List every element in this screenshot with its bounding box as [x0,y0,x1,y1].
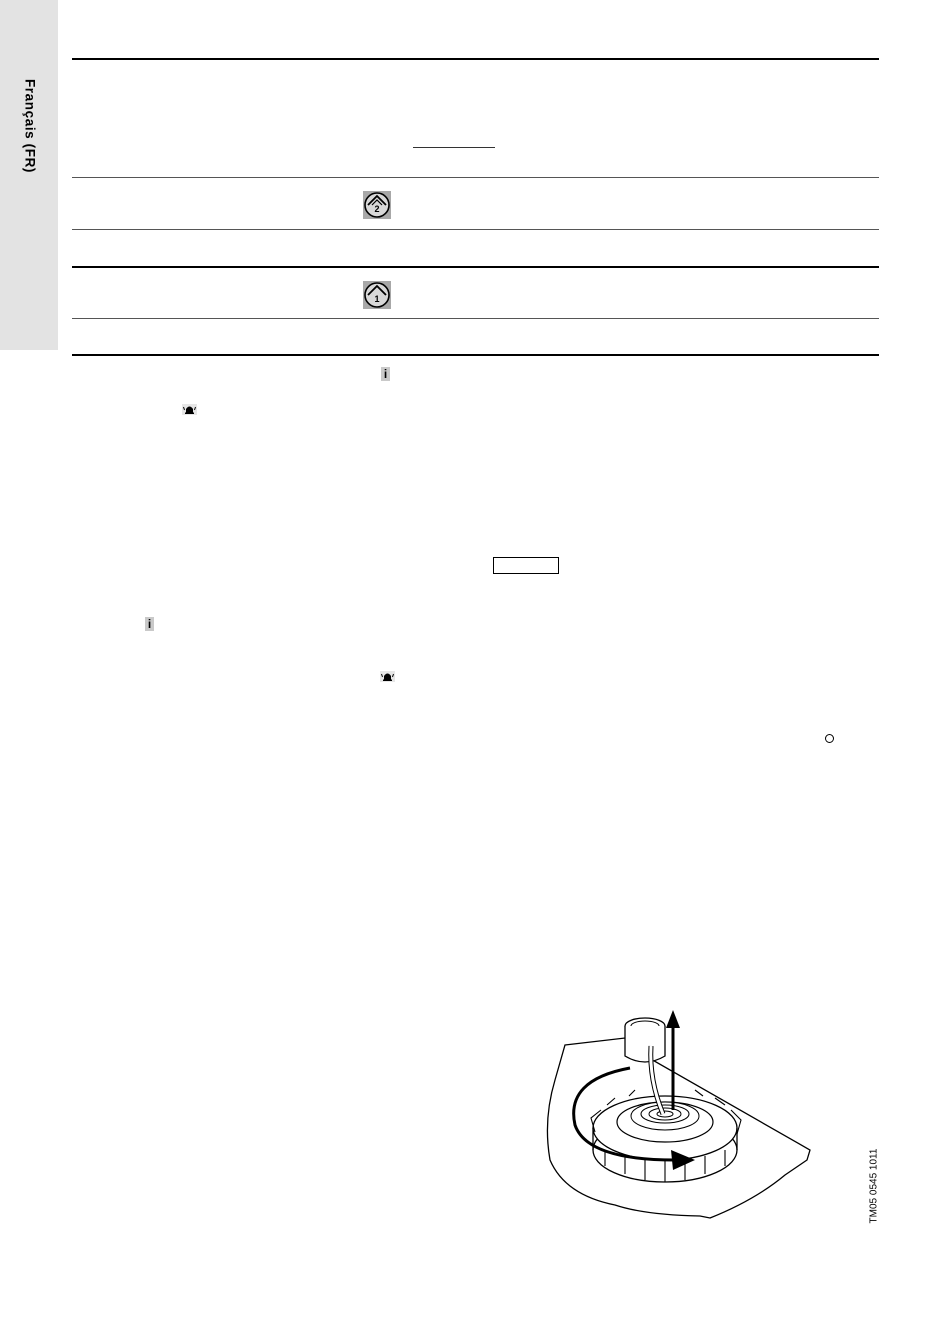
rotation-figure [545,1010,815,1230]
language-tab-label: Français (FR) [22,78,38,174]
figure-code: TM05 0545 1011 [868,1148,880,1224]
table-bottom-rule [72,354,879,356]
info-icon: i [145,617,154,631]
info-icon: i [381,367,390,381]
degree-circle [825,734,834,743]
table-row-divider [72,177,879,178]
empty-value-box [493,557,559,574]
table-top-rule [72,58,879,60]
table-section-rule [72,266,879,268]
level-2-icon [363,191,391,219]
language-side-tab [0,0,58,350]
level-2-number: 2 [374,204,380,214]
level-1-icon [363,281,391,309]
alarm-bell-icon [380,669,395,680]
alarm-bell-icon [182,402,197,413]
short-underline [413,147,495,148]
level-1-number: 1 [374,294,380,304]
table-row-divider [72,229,879,230]
table-row-divider [72,318,879,319]
rotation-arrows-icon [545,1010,815,1225]
